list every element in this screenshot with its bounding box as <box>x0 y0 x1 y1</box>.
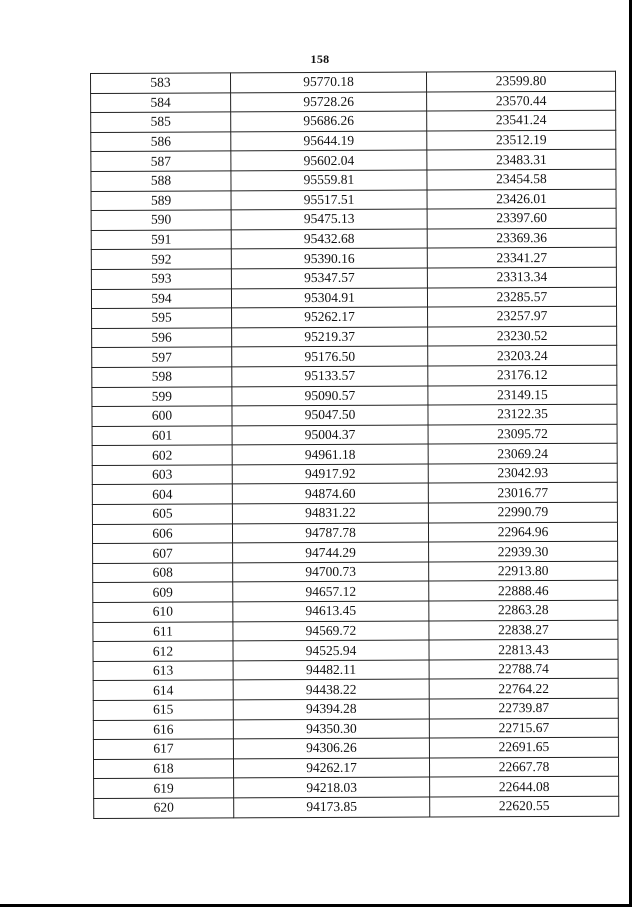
table-row <box>93 639 618 661</box>
table-row <box>91 189 616 211</box>
row-index-cell: 584 <box>91 92 231 112</box>
table-row <box>93 757 618 779</box>
value-a-cell: 94874.60 <box>232 483 428 503</box>
row-index-cell: 618 <box>93 759 233 779</box>
table-row <box>92 522 617 544</box>
value-a-cell: 95304.91 <box>231 288 427 308</box>
value-b-cell: 23230.52 <box>428 326 617 346</box>
value-b-cell: 22667.78 <box>429 757 618 777</box>
value-a-cell: 94525.94 <box>233 640 429 660</box>
value-a-cell: 95176.50 <box>232 346 428 366</box>
table-row <box>93 620 618 642</box>
row-index-cell: 602 <box>92 445 232 465</box>
row-index-cell: 596 <box>92 328 232 348</box>
value-a-cell: 94350.30 <box>233 719 429 739</box>
value-a-cell: 95219.37 <box>232 327 428 347</box>
table-row <box>92 463 617 485</box>
table-row <box>91 228 616 250</box>
table-row <box>91 248 616 270</box>
value-a-cell: 94917.92 <box>232 464 428 484</box>
value-a-cell: 95602.04 <box>231 150 427 170</box>
value-b-cell: 22620.55 <box>430 796 619 816</box>
row-index-cell: 610 <box>93 602 233 622</box>
row-index-cell: 612 <box>93 641 233 661</box>
row-index-cell: 617 <box>93 739 233 759</box>
row-index-cell: 605 <box>92 504 232 524</box>
table-row <box>94 777 619 799</box>
value-b-cell: 23069.24 <box>428 443 617 463</box>
value-a-cell: 95262.17 <box>232 307 428 327</box>
table-row <box>93 679 618 701</box>
table-row <box>93 737 618 759</box>
table-row <box>91 208 616 230</box>
table-row <box>91 110 616 132</box>
row-index-cell: 604 <box>92 484 232 504</box>
table-row <box>93 718 618 740</box>
value-a-cell: 94961.18 <box>232 444 428 464</box>
value-a-cell: 94787.78 <box>232 523 428 543</box>
row-index-cell: 616 <box>93 719 233 739</box>
value-a-cell: 95728.26 <box>231 92 427 112</box>
row-index-cell: 591 <box>91 230 231 250</box>
row-index-cell: 592 <box>91 249 231 269</box>
value-b-cell: 23257.97 <box>428 306 617 326</box>
value-b-cell: 22888.46 <box>429 581 618 601</box>
row-index-cell: 597 <box>92 347 232 367</box>
value-a-cell: 95559.81 <box>231 170 427 190</box>
table-row <box>92 365 617 387</box>
value-a-cell: 94394.28 <box>233 699 429 719</box>
value-b-cell: 22764.22 <box>429 679 618 699</box>
table-row <box>91 287 616 309</box>
row-index-cell: 619 <box>94 778 234 798</box>
row-index-cell: 583 <box>91 73 231 93</box>
table-row <box>93 600 618 622</box>
coordinate-table <box>90 71 619 819</box>
table-row <box>91 267 616 289</box>
value-b-cell: 23512.19 <box>427 130 616 150</box>
value-b-cell: 23285.57 <box>427 287 616 307</box>
row-index-cell: 586 <box>91 132 231 152</box>
table-row <box>91 150 616 172</box>
table-row <box>93 561 618 583</box>
table-row <box>93 659 618 681</box>
value-a-cell: 95686.26 <box>231 111 427 131</box>
value-b-cell: 22863.28 <box>429 600 618 620</box>
row-index-cell: 601 <box>92 426 232 446</box>
value-b-cell: 23122.35 <box>428 404 617 424</box>
row-index-cell: 620 <box>94 798 234 818</box>
value-a-cell: 95432.68 <box>231 229 427 249</box>
table-row <box>94 796 619 818</box>
row-index-cell: 607 <box>93 543 233 563</box>
table-row <box>92 502 617 524</box>
value-b-cell: 23541.24 <box>427 110 616 130</box>
table-row <box>92 404 617 426</box>
value-a-cell: 95517.51 <box>231 190 427 210</box>
value-a-cell: 95390.16 <box>231 248 427 268</box>
value-a-cell: 95347.57 <box>231 268 427 288</box>
row-index-cell: 585 <box>91 112 231 132</box>
value-b-cell: 23397.60 <box>427 208 616 228</box>
value-b-cell: 23341.27 <box>427 248 616 268</box>
value-b-cell: 22939.30 <box>429 541 618 561</box>
row-index-cell: 600 <box>92 406 232 426</box>
value-b-cell: 23426.01 <box>427 189 616 209</box>
value-a-cell: 94700.73 <box>233 562 429 582</box>
row-index-cell: 614 <box>93 680 233 700</box>
value-b-cell: 22788.74 <box>429 659 618 679</box>
value-b-cell: 23570.44 <box>427 91 616 111</box>
row-index-cell: 588 <box>91 171 231 191</box>
value-a-cell: 94218.03 <box>234 777 430 797</box>
value-a-cell: 94831.22 <box>232 503 428 523</box>
table-row <box>92 306 617 328</box>
value-a-cell: 95047.50 <box>232 405 428 425</box>
row-index-cell: 615 <box>93 700 233 720</box>
value-b-cell: 23313.34 <box>427 267 616 287</box>
value-b-cell: 23149.15 <box>428 385 617 405</box>
table-row <box>92 483 617 505</box>
row-index-cell: 613 <box>93 661 233 681</box>
table-row <box>91 169 616 191</box>
value-a-cell: 94438.22 <box>233 679 429 699</box>
row-index-cell: 611 <box>93 622 233 642</box>
value-b-cell: 22715.67 <box>429 718 618 738</box>
value-b-cell: 23203.24 <box>428 346 617 366</box>
page-number: 158 <box>310 52 330 66</box>
value-a-cell: 94173.85 <box>234 797 430 817</box>
value-b-cell: 23176.12 <box>428 365 617 385</box>
value-a-cell: 94482.11 <box>233 660 429 680</box>
value-b-cell: 22644.08 <box>430 777 619 797</box>
row-index-cell: 603 <box>92 465 232 485</box>
value-b-cell: 22838.27 <box>429 620 618 640</box>
table-row <box>92 385 617 407</box>
table-row <box>93 698 618 720</box>
value-a-cell: 94657.12 <box>233 581 429 601</box>
value-b-cell: 22813.43 <box>429 639 618 659</box>
table-row <box>92 443 617 465</box>
row-index-cell: 589 <box>91 190 231 210</box>
row-index-cell: 587 <box>91 151 231 171</box>
value-b-cell: 22913.80 <box>429 561 618 581</box>
value-b-cell: 23016.77 <box>428 483 617 503</box>
table-row <box>92 346 617 368</box>
value-b-cell: 23483.31 <box>427 150 616 170</box>
value-a-cell: 95475.13 <box>231 209 427 229</box>
row-index-cell: 609 <box>93 582 233 602</box>
value-b-cell: 23095.72 <box>428 424 617 444</box>
value-a-cell: 95004.37 <box>232 425 428 445</box>
table-body <box>91 71 619 818</box>
value-a-cell: 94569.72 <box>233 621 429 641</box>
table-row <box>93 541 618 563</box>
value-b-cell: 23599.80 <box>426 71 615 91</box>
value-b-cell: 23454.58 <box>427 169 616 189</box>
value-a-cell: 94306.26 <box>233 738 429 758</box>
value-a-cell: 94744.29 <box>233 542 429 562</box>
value-b-cell: 23042.93 <box>428 463 617 483</box>
value-a-cell: 95090.57 <box>232 386 428 406</box>
table-row <box>93 581 618 603</box>
value-b-cell: 23369.36 <box>427 228 616 248</box>
value-a-cell: 94613.45 <box>233 601 429 621</box>
value-b-cell: 22964.96 <box>428 522 617 542</box>
row-index-cell: 595 <box>92 308 232 328</box>
value-b-cell: 22990.79 <box>428 502 617 522</box>
row-index-cell: 590 <box>91 210 231 230</box>
value-b-cell: 22691.65 <box>429 737 618 757</box>
table-row <box>91 91 616 113</box>
value-a-cell: 95644.19 <box>231 131 427 151</box>
value-b-cell: 22739.87 <box>429 698 618 718</box>
table-row <box>91 130 616 152</box>
table-row <box>91 71 616 93</box>
row-index-cell: 599 <box>92 386 232 406</box>
table-row <box>92 424 617 446</box>
row-index-cell: 608 <box>93 563 233 583</box>
row-index-cell: 606 <box>92 524 232 544</box>
value-a-cell: 95770.18 <box>231 72 427 92</box>
row-index-cell: 593 <box>91 269 231 289</box>
row-index-cell: 594 <box>91 288 231 308</box>
value-a-cell: 94262.17 <box>233 758 429 778</box>
value-a-cell: 95133.57 <box>232 366 428 386</box>
table-row <box>92 326 617 348</box>
row-index-cell: 598 <box>92 367 232 387</box>
